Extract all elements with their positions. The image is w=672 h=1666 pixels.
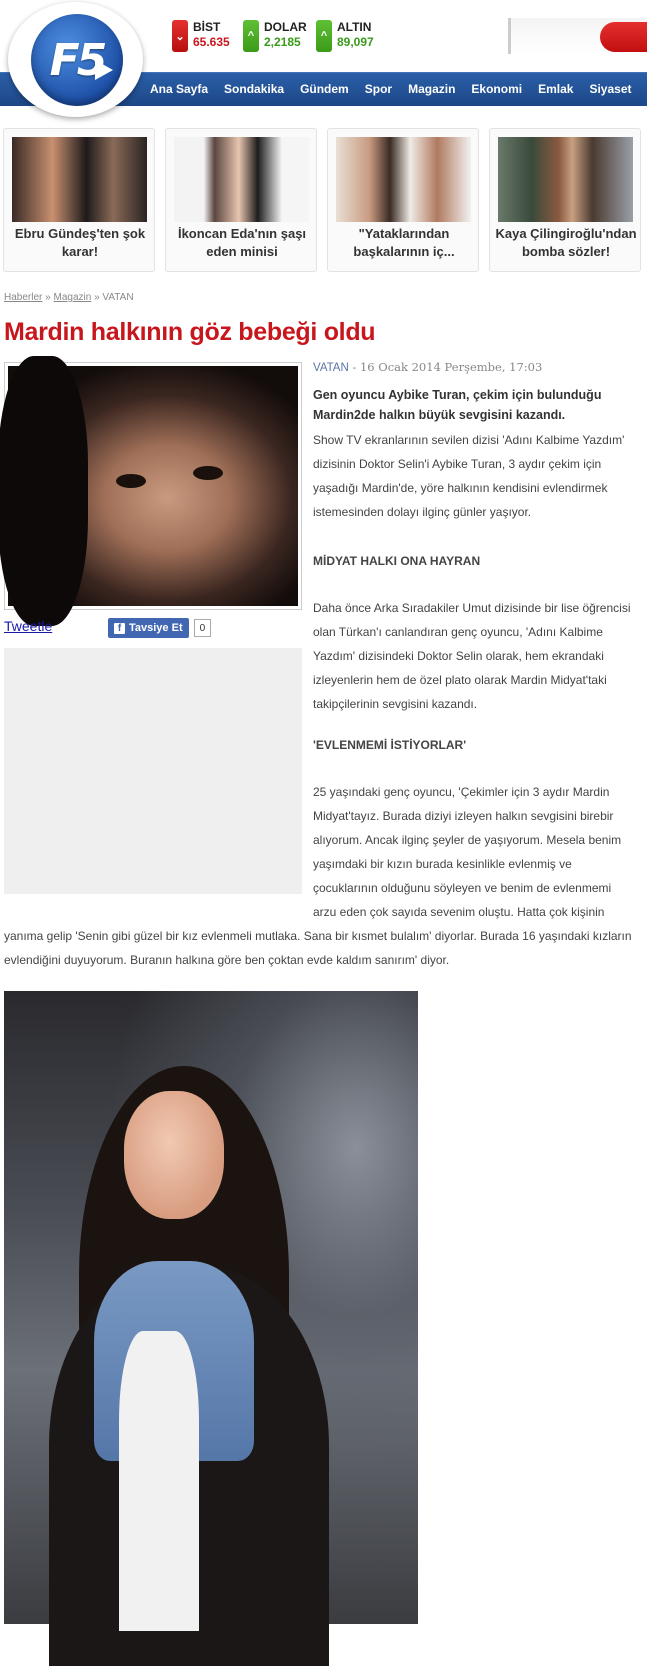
article-meta	[313, 360, 542, 374]
logo-icon	[31, 14, 123, 106]
facebook-recommend-button[interactable]	[108, 618, 189, 638]
ticker-name: DOLAR	[264, 20, 307, 34]
teaser-card[interactable]	[327, 128, 479, 272]
breadcrumb-sep: »	[45, 292, 51, 303]
article-title: Mardin halkının göz bebeği oldu	[4, 318, 376, 346]
teaser-thumbnail	[174, 137, 309, 222]
nav-item-gundem[interactable]: Gündem	[300, 82, 349, 96]
search-button[interactable]	[600, 22, 647, 52]
main-nav	[150, 72, 672, 106]
ticker-name: BİST	[193, 20, 221, 34]
teaser-thumbnail	[12, 137, 147, 222]
facebook-count: 0	[194, 619, 212, 637]
nav-item-more[interactable]: D	[647, 82, 657, 96]
nav-item-spor[interactable]: Spor	[364, 82, 393, 96]
logo-arrow-icon	[95, 60, 113, 80]
teaser-caption: Kaya Çilingiroğlu'ndan bomba sözler!	[495, 226, 637, 259]
article-paragraph: 25 yaşındaki genç oyuncu, 'Çekimler için 3 aydır Mardin Midyat'tayız. Burada diziyi izleyen halkın sevgisini birebir alıyorum. Ancak ilginç şeyler de yaşıyorum. Mesela benim yaşımdaki bir kızın burada kesinlikle evlenmiş ve çocuklarının olduğunu söyleyen ve benim de evlenmemi arzu eden çok sayıda sevenim oluştu. Hatta çok kişinin	[313, 785, 622, 919]
teaser-card[interactable]	[165, 128, 317, 272]
arrow-down-icon: ⌄	[172, 20, 188, 52]
teaser-caption: Ebru Gündeş'ten şok karar!	[14, 226, 146, 259]
arrow-up-icon: ^	[316, 20, 332, 52]
breadcrumb-current: VATAN	[102, 292, 134, 303]
teaser-thumbnail	[336, 137, 471, 222]
teaser-caption: İkoncan Eda'nın şaşı eden minisi	[177, 226, 307, 259]
nav-item-ekonomi[interactable]: Ekonomi	[471, 82, 523, 96]
nav-item-ana-sayfa[interactable]: Ana Sayfa	[150, 82, 209, 96]
article-subheading: 'EVLENMEMİ İSTİYORLAR'	[313, 738, 467, 752]
teaser-cards	[3, 128, 647, 273]
ticker-bist[interactable]	[172, 20, 230, 54]
breadcrumb-home[interactable]: Haberler	[4, 292, 43, 303]
teaser-card[interactable]	[3, 128, 155, 272]
ticker-value: 65.635	[193, 35, 230, 49]
logo-text: F5	[49, 34, 105, 86]
nav-item-emlak[interactable]: Emlak	[538, 82, 574, 96]
ticker-dolar[interactable]	[243, 20, 307, 54]
ticker-altin[interactable]	[316, 20, 374, 54]
article-lead: Gen oyuncu Aybike Turan, çekim için bulunduğu Mardin2de halkın büyük sevgisini kazandı.	[313, 388, 602, 422]
article-photo	[4, 362, 302, 610]
facebook-icon: f	[114, 623, 125, 634]
article-subheading: MİDYAT HALKI ONA HAYRAN	[313, 554, 481, 568]
nav-item-sondakika[interactable]: Sondakika	[224, 82, 285, 96]
article-paragraph: Daha önce Arka Sıradakiler Umut dizisinde bir lise öğrencisi olan Türkan'ı canlandıran genç oyuncu, 'Adını Kalbime Yazdım' dizisindeki Doktor Selin olarak, hem ekrandaki izleyenlerin hem de özel plato olarak Mardin Midyat'taki takipçilerinin sevgisini kazandı.	[313, 601, 631, 711]
tweet-button[interactable]: Tweetle	[4, 618, 53, 634]
facebook-recommend-label: Tavsiye Et	[129, 622, 183, 634]
breadcrumb	[4, 292, 134, 303]
facebook-recommend	[108, 618, 211, 638]
teaser-thumbnail	[498, 137, 633, 222]
ticker-name: ALTIN	[337, 20, 372, 34]
arrow-up-icon: ^	[243, 20, 259, 52]
article-source[interactable]: VATAN	[313, 362, 349, 374]
article-paragraph: Show TV ekranlarının sevilen dizisi 'Adını Kalbime Yazdım' dizisinin Doktor Selin'i Aybike Turan, 3 aydır çekim için yaşadığı Mardin'de, yöre halkının kendisini evlendirmek istemesinden dolayı ilginç günler yaşıyor.	[313, 433, 625, 519]
breadcrumb-sep: »	[94, 292, 100, 303]
article-paragraph: yanıma gelip 'Senin gibi güzel bir kız evlenmeli mutlaka. Sana bir kısmet bulalım' diyorlar. Burada 16 yaşındaki kızların evlendiğini duyuyorum. Buranın halkına göre ben çoktan evde kaldım sanırım' diyor.	[4, 929, 632, 967]
teaser-card[interactable]	[489, 128, 641, 272]
site-logo[interactable]	[8, 2, 143, 117]
nav-item-magazin[interactable]: Magazin	[408, 82, 456, 96]
teaser-caption: "Yataklarından başkalarının iç...	[353, 226, 455, 259]
ticker-value: 2,2185	[264, 35, 301, 49]
breadcrumb-section[interactable]: Magazin	[53, 292, 92, 303]
article-photo-large	[4, 991, 418, 1624]
ticker-value: 89,097	[337, 35, 374, 49]
ad-placeholder	[4, 648, 302, 894]
article-date: - 16 Ocak 2014 Perşembe, 17:03	[352, 360, 543, 374]
nav-item-siyaset[interactable]: Siyaset	[589, 82, 632, 96]
